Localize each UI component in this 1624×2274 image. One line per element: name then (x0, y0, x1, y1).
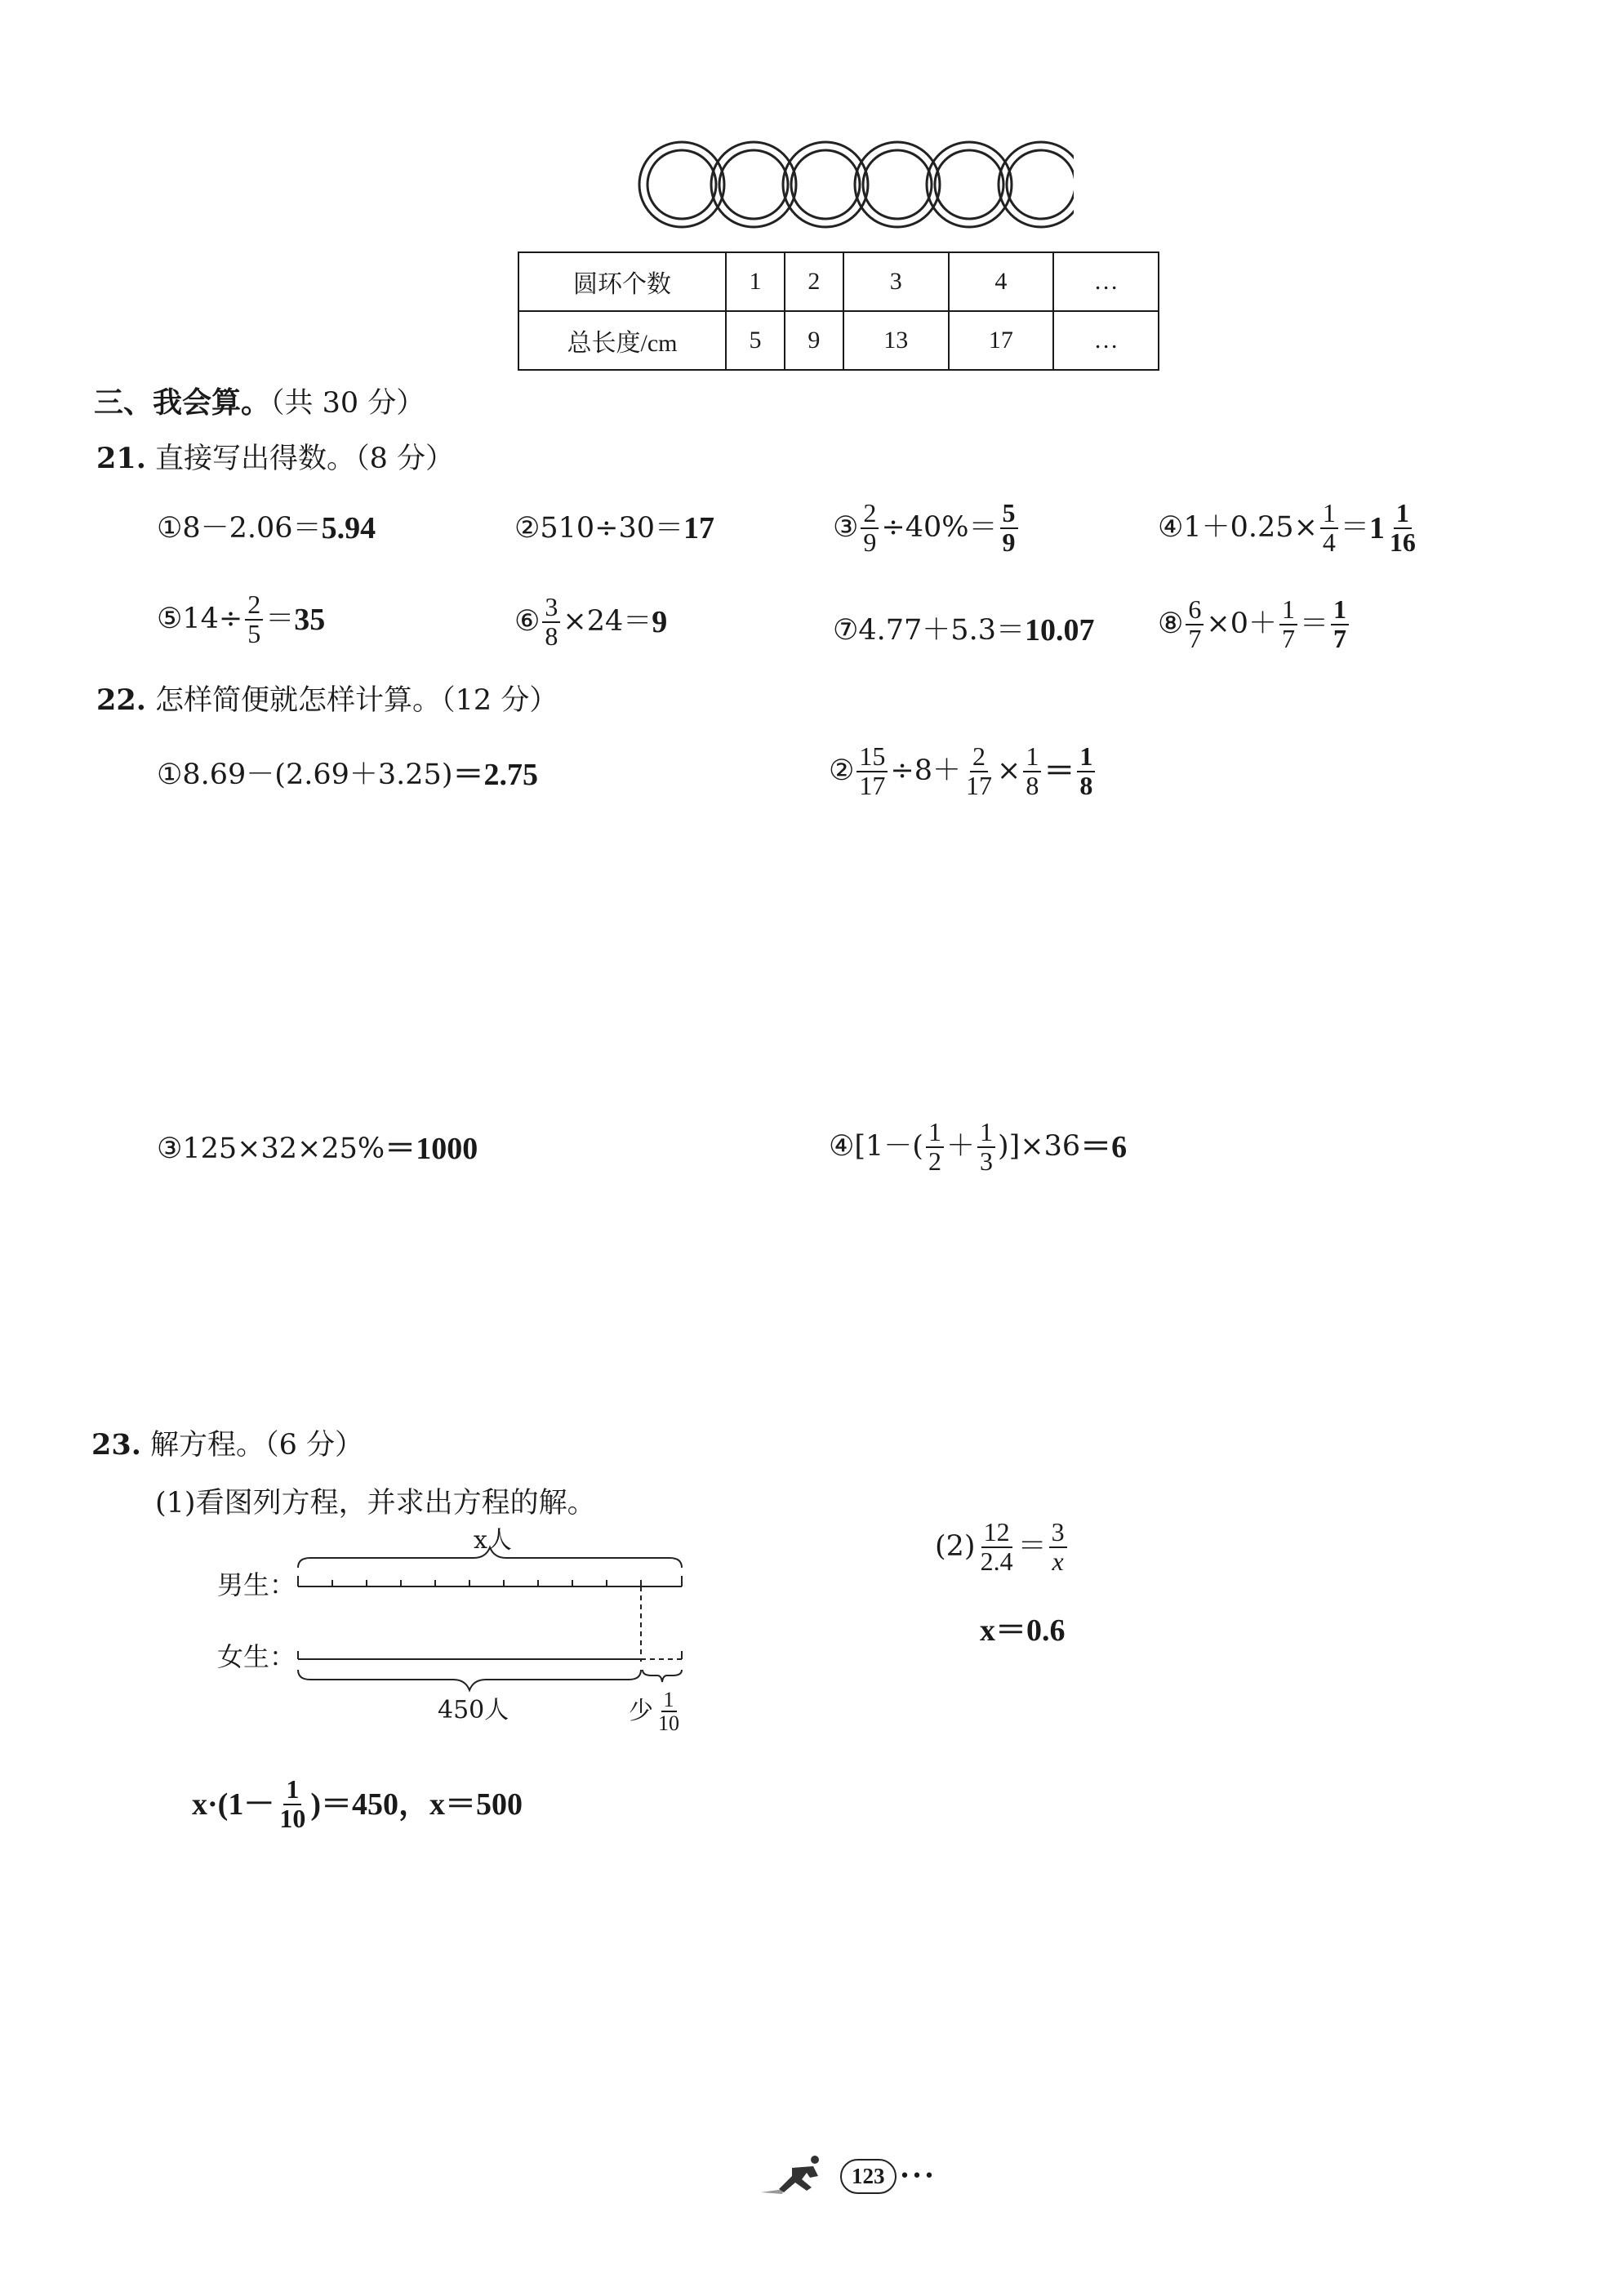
item-answer: 9 (652, 604, 668, 639)
q22-item-3 (157, 1133, 478, 1164)
item-answer: 17 (683, 511, 715, 545)
runner-icon (759, 2152, 837, 2201)
item-expression: ④1＋0.25× (1158, 511, 1318, 545)
item-answer: 6 (1111, 1129, 1128, 1164)
q22-item-2 (829, 743, 1097, 799)
item-expression: ⑤14÷ (157, 603, 243, 636)
table-cell: 17 (949, 311, 1054, 370)
q21-header (96, 444, 454, 474)
dots-decoration: ••• (899, 2165, 937, 2187)
q21-item-4 (1158, 500, 1421, 556)
question-points: （8 分） (355, 443, 454, 475)
item-expression: ①8－2.06＝ (157, 511, 322, 545)
boys-label: 男生： (217, 1569, 296, 1600)
q23-part2 (935, 1519, 1070, 1575)
item-answer: 1000 (416, 1132, 478, 1166)
fraction: $\frac{3}{x}$ (1049, 1519, 1067, 1575)
table-row (518, 252, 1159, 311)
question-text: 怎样简便就怎样计算。 (155, 684, 442, 717)
table-cell: … (1053, 252, 1159, 311)
question-number: 22. (96, 683, 146, 717)
answer-fraction: $\frac{1}{16}$ (1389, 498, 1416, 557)
q21-item-1 (157, 513, 376, 544)
item-expression: ＝ (1340, 511, 1369, 545)
table-cell: 1 (726, 252, 785, 311)
item-answer: x·(1－ (192, 1787, 275, 1822)
item-answer: 10.07 (1024, 613, 1095, 647)
equals-sign: ＝ (1043, 754, 1075, 789)
table-header-length: 总长度/cm (518, 311, 726, 370)
table-cell: 13 (843, 311, 949, 370)
answer-fraction: $\frac{1}{7}$ (1331, 596, 1349, 652)
item-expression: ＝ (1017, 1530, 1047, 1564)
rings-illustration (616, 137, 1074, 235)
question-points: （6 分） (265, 1429, 363, 1462)
q21-item-8 (1158, 596, 1351, 652)
item-expression: ＝ (265, 603, 295, 636)
fraction: $\frac{2}{17}$ (966, 741, 992, 800)
q21-item-6 (514, 594, 667, 650)
item-expression: ③125×32×25% (157, 1132, 385, 1165)
item-expression: ③ (833, 511, 859, 545)
equals-sign: ＝ (385, 1132, 416, 1166)
q21-item-7 (833, 615, 1094, 646)
page-number-badge (840, 2159, 897, 2194)
q23-answer-1 (192, 1776, 523, 1832)
table-row (518, 311, 1159, 370)
fraction: $\frac{1}{10}$ (658, 1688, 679, 1736)
fraction: $\frac{2}{5}$ (245, 591, 263, 647)
fraction: $\frac{1}{2}$ (926, 1119, 944, 1175)
fraction: $\frac{1}{7}$ (1279, 596, 1297, 652)
item-expression: ①8.69－(2.69＋3.25) (157, 758, 453, 791)
answer-fraction: $\frac{5}{9}$ (1000, 500, 1018, 556)
fraction: $\frac{1}{8}$ (1023, 743, 1041, 799)
answer-fraction: $\frac{1}{10}$ (279, 1774, 306, 1833)
table-cell: 5 (726, 311, 785, 370)
question-number: 21. (96, 442, 146, 475)
less-text: 少 (629, 1697, 653, 1726)
item-answer: 1 (1368, 510, 1385, 545)
section-title: 三、我会算。 (94, 385, 271, 420)
item-expression: ×24＝ (563, 605, 652, 639)
fraction: $\frac{6}{7}$ (1186, 596, 1204, 652)
item-expression: ÷8＋ (890, 754, 961, 788)
q21-item-2 (514, 513, 714, 544)
item-answer: 5.94 (321, 511, 376, 545)
q22-item-1 (157, 759, 538, 790)
q23-header (91, 1428, 363, 1462)
question-number: 23. (91, 1428, 141, 1462)
q23-part1-prompt: (1)看图列方程，并求出方程的解。 (155, 1487, 596, 1520)
fraction: $\frac{3}{8}$ (542, 594, 560, 650)
item-expression: ② (829, 754, 855, 788)
item-expression: ×0＋ (1206, 607, 1277, 641)
q21-item-5 (157, 591, 325, 647)
equals-sign: ＝ (1080, 1129, 1112, 1164)
section-heading (94, 385, 425, 420)
table-header-count: 圆环个数 (518, 252, 726, 311)
q23-answer-2: x＝0.6 (980, 1613, 1066, 1648)
girls-count-label: 450人 (438, 1696, 509, 1724)
item-answer: 35 (294, 602, 326, 637)
girls-label: 女生： (217, 1641, 296, 1672)
table-cell: 2 (785, 252, 843, 311)
question-points: （12 分） (441, 684, 558, 717)
item-expression: ⑧ (1158, 607, 1184, 641)
table-cell: 9 (785, 311, 843, 370)
fraction: $\frac{2}{9}$ (861, 500, 879, 556)
less-label (629, 1689, 684, 1735)
question-text: 解方程。 (150, 1429, 265, 1462)
item-expression: × (997, 754, 1021, 788)
fraction: $\frac{15}{17}$ (856, 743, 888, 799)
question-text: 直接写出得数。 (155, 443, 356, 475)
fraction: $\frac{1}{3}$ (977, 1119, 995, 1175)
page-number: 123 (852, 2163, 885, 2188)
item-answer: )＝450，x＝500 (310, 1787, 523, 1822)
equals-sign: ＝ (452, 758, 484, 792)
fraction: $\frac{1}{4}$ (1320, 500, 1338, 556)
item-expression: ⑦4.77＋5.3＝ (833, 613, 1025, 647)
answer-fraction: $\frac{1}{8}$ (1077, 743, 1095, 799)
table-cell: 4 (949, 252, 1054, 311)
item-expression: ④[1－( (829, 1130, 923, 1164)
fraction: $\frac{12}{2.4}$ (980, 1517, 1013, 1576)
page-footer (759, 2152, 936, 2201)
item-answer: 2.75 (483, 758, 538, 792)
q21-item-3 (833, 500, 1021, 556)
item-expression: ＋ (945, 1130, 975, 1164)
q22-header (96, 683, 558, 717)
item-expression: ÷40%＝ (881, 511, 998, 545)
table-cell: 3 (843, 252, 949, 311)
table-cell: … (1053, 311, 1159, 370)
rings-table (518, 251, 1159, 371)
item-expression: )]×36 (997, 1130, 1081, 1164)
item-expression: ②510÷30＝ (514, 511, 684, 545)
bar-diagram (204, 1526, 710, 1756)
x-label: x人 (474, 1526, 512, 1555)
item-expression: ⑥ (514, 605, 541, 639)
item-expression: (2) (935, 1530, 976, 1564)
section-points: （共 30 分） (270, 387, 425, 420)
q22-item-4 (829, 1119, 1127, 1175)
item-expression: ＝ (1300, 607, 1329, 641)
